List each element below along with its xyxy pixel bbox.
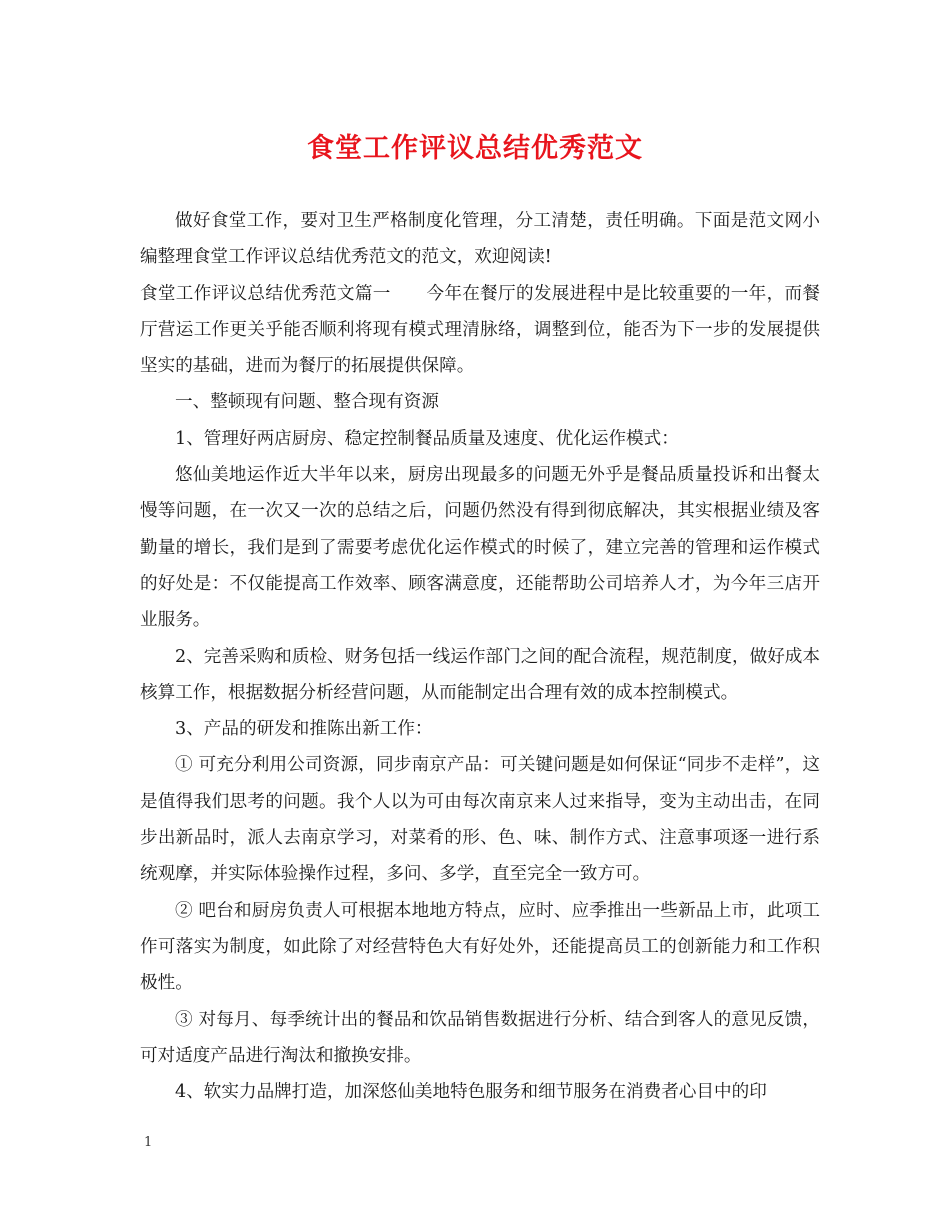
paragraph-item-1: 悠仙美地运作近大半年以来，厨房出现最多的问题无外乎是餐品质量投诉和出餐太慢等问题，在一次又一次的总结之后，问题仍然没有得到彻底解决，其实根据业绩及客勤量的增长，我们是到了需要考虑优化运作模式的时候了，建立完善的管理和运作模式的好处是：不仅能提高工作效率、顾客满意度，还能帮助公司培养人才，为今年三店开业服务。 <box>140 465 820 631</box>
paragraph-section-one-intro: 食堂工作评议总结优秀范文篇一 今年在餐厅的发展进程中是比较重要的一年，而餐厅营运工作更关乎能否顺利将现有模式理清脉络，调整到位，能否为下一步的发展提供坚实的基础，进而为餐厅的拓展提供保障。 <box>140 283 820 377</box>
paragraph-item-3-1: ① 可充分利用公司资源，同步南京产品：可关键问题是如何保证“同步不走样”，这是值得我们思考的问题。我个人以为可由每次南京来人过来指导，变为主动出击，在同步出新品时，派人去南京学习，对菜肴的形、色、味、制作方式、注意事项逐一进行系统观摩，并实际体验操作过程，多问、多学，直至完全一致方可。 <box>140 755 820 885</box>
paragraph-item-2: 2、完善采购和质检、财务包括一线运作部门之间的配合流程，规范制度，做好成本核算工作，根据数据分析经营问题，从而能制定出合理有效的成本控制模式。 <box>140 646 820 703</box>
document-body <box>140 203 820 1110</box>
paragraph-item-3-2: ② 吧台和厨房负责人可根据本地地方特点，应时、应季推出一些新品上市，此项工作可落实为制度，如此除了对经营特色大有好处外，还能提高员工的创新能力和工作积极性。 <box>140 900 820 994</box>
paragraph-item-4: 4、软实力品牌打造，加深悠仙美地特色服务和细节服务在消费者心目中的印 <box>175 1082 767 1103</box>
document-title: 食堂工作评议总结优秀范文 <box>307 133 643 164</box>
paragraph-intro: 做好食堂工作，要对卫生严格制度化管理，分工清楚，责任明确。下面是范文网小编整理食堂工作评议总结优秀范文的范文，欢迎阅读! <box>140 211 820 268</box>
heading-item-1: 1、管理好两店厨房、稳定控制餐品质量及速度、优化运作模式： <box>175 428 679 449</box>
paragraph-item-3-3: ③ 对每月、每季统计出的餐品和饮品销售数据进行分析、结合到客人的意见反馈，可对适度产品进行淘汰和撤换安排。 <box>140 1009 820 1066</box>
heading-item-3: 3、产品的研发和推陈出新工作： <box>175 719 433 740</box>
heading-section-one: 一、整顿现有问题、整合现有资源 <box>175 392 439 413</box>
page-number: 1 <box>144 1135 153 1150</box>
